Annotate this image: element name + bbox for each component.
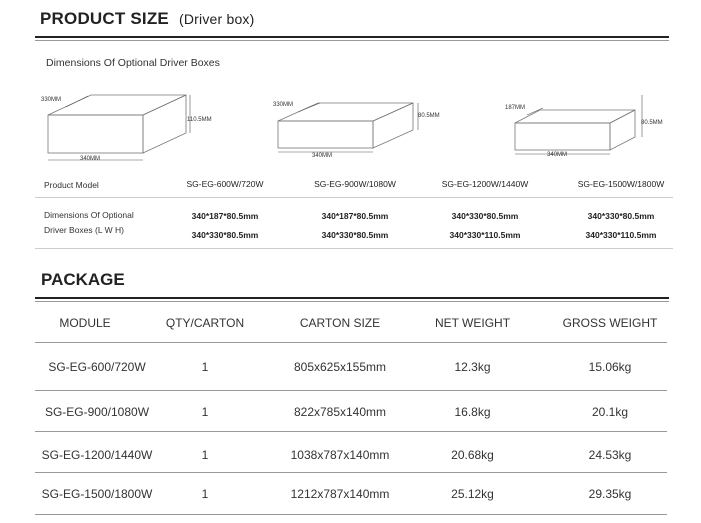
product-model-label: Product Model xyxy=(44,180,99,190)
driver-box-drawing-2 xyxy=(268,101,453,161)
product-size-title: PRODUCT SIZE xyxy=(40,9,169,28)
row-3-gross-weight: 24.53kg xyxy=(588,448,632,462)
dims-2-a: 340*187*80.5mm xyxy=(321,211,389,221)
header-net-weight: NET WEIGHT xyxy=(434,316,511,330)
header-qty-carton: QTY/CARTON xyxy=(165,316,245,330)
row-2-carton-size: 822x785x140mm xyxy=(293,405,387,419)
row-2-gross-weight: 20.1kg xyxy=(591,405,629,419)
model-4: SG-EG-1500W/1800W xyxy=(577,179,665,189)
product-size-subtitle: (Driver box) xyxy=(178,11,255,27)
row-3-qty: 1 xyxy=(201,448,209,462)
row-1-gross-weight: 15.06kg xyxy=(588,360,632,374)
package-rule xyxy=(35,297,669,299)
driver-box-drawing-3 xyxy=(505,107,645,157)
drivers-section-label: Dimensions Of Optional Driver Boxes xyxy=(46,57,220,69)
dims-label-line-2: Driver Boxes (L W H) xyxy=(44,225,124,235)
row-4-module: SG-EG-1500/1800W xyxy=(41,487,153,501)
dims-row-rule xyxy=(35,248,673,249)
row-3-module: SG-EG-1200/1440W xyxy=(41,448,153,462)
dims-1-a: 340*187*80.5mm xyxy=(191,211,259,221)
dims-3-b: 340*330*110.5mm xyxy=(449,230,521,240)
drawing-3-depth: 187MM xyxy=(505,105,526,111)
row-4-carton-size: 1212x787x140mm xyxy=(290,487,390,501)
model-1: SG-EG-600W/720W xyxy=(186,179,264,189)
drawing-1-length: 340MM xyxy=(80,156,101,162)
dims-4-a: 340*330*80.5mm xyxy=(587,211,655,221)
row-3-rule xyxy=(35,472,667,473)
header-rule xyxy=(35,342,667,343)
row-4-rule xyxy=(35,514,667,515)
row-4-qty: 1 xyxy=(201,487,209,501)
row-4-net-weight: 25.12kg xyxy=(451,487,494,501)
header-gross-weight: GROSS WEIGHT xyxy=(562,316,658,330)
row-1-rule xyxy=(35,390,667,391)
row-1-net-weight: 12.3kg xyxy=(454,360,491,374)
model-2: SG-EG-900W/1080W xyxy=(314,179,396,189)
row-2-module: SG-EG-900/1080W xyxy=(44,405,150,419)
dims-4-b: 340*330*110.5mm xyxy=(585,230,657,240)
drawing-3-height: 80.5MM xyxy=(641,120,663,126)
dims-label-line-1: Dimensions Of Optional xyxy=(44,210,134,220)
drawing-1-height: 110.5MM xyxy=(187,117,212,123)
drawing-2-length: 340MM xyxy=(312,153,333,159)
drawing-1-depth: 330MM xyxy=(41,97,62,103)
dims-2-b: 340*330*80.5mm xyxy=(321,230,389,240)
drawing-3-length: 340MM xyxy=(547,152,568,158)
dims-3-a: 340*330*80.5mm xyxy=(451,211,519,221)
row-2-net-weight: 16.8kg xyxy=(454,405,491,419)
model-3: SG-EG-1200W/1440W xyxy=(441,179,529,189)
header-carton-size: CARTON SIZE xyxy=(299,316,381,330)
row-2-rule xyxy=(35,431,667,432)
product-size-heading xyxy=(40,9,255,29)
package-rule-thin xyxy=(35,301,669,302)
drawing-2-depth: 330MM xyxy=(273,102,294,108)
row-3-carton-size: 1038x787x140mm xyxy=(290,448,390,462)
row-1-qty: 1 xyxy=(201,360,209,374)
drawing-2-height: 80.5MM xyxy=(418,113,440,119)
heading-rule-thin xyxy=(35,40,669,41)
row-2-qty: 1 xyxy=(201,405,209,419)
header-module: MODULE xyxy=(59,316,111,330)
row-1-carton-size: 805x625x155mm xyxy=(293,360,387,374)
dims-1-b: 340*330*80.5mm xyxy=(191,230,259,240)
package-title: PACKAGE xyxy=(41,270,125,289)
model-row-rule xyxy=(35,197,673,198)
driver-box-drawing-1 xyxy=(38,93,218,168)
heading-rule xyxy=(35,36,669,38)
row-1-module: SG-EG-600/720W xyxy=(48,360,146,374)
row-4-gross-weight: 29.35kg xyxy=(588,487,632,501)
row-3-net-weight: 20.68kg xyxy=(451,448,494,462)
